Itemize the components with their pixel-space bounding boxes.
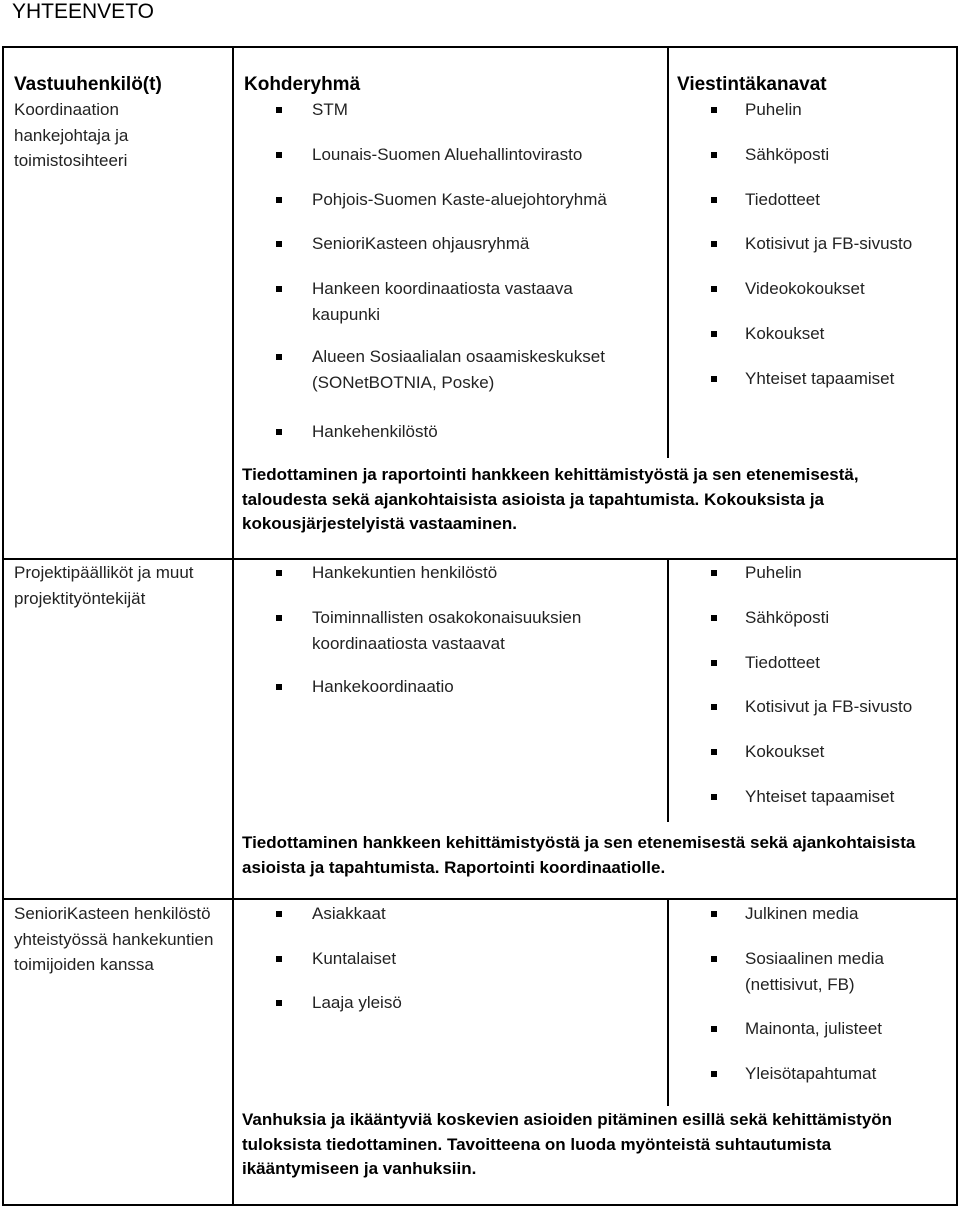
- column-divider-1: [232, 46, 234, 1206]
- channel-item: Yhteiset tapaamiset: [745, 369, 895, 388]
- bullet-icon: [711, 241, 717, 247]
- bullet-icon: [711, 615, 717, 621]
- bullet-icon: [711, 749, 717, 755]
- channel-item: Videokokoukset: [745, 279, 865, 298]
- channel-item: Puhelin: [745, 563, 802, 582]
- channel-item: Sosiaalinen media (nettisivut, FB): [745, 949, 884, 994]
- bullet-icon: [276, 570, 282, 576]
- target-item: Toiminnallisten osakokonaisuuksien koordinaatiosta vastaavat: [312, 608, 582, 653]
- column-divider-2-row1: [667, 46, 669, 458]
- table-right-border: [956, 46, 958, 1206]
- bullet-icon: [711, 956, 717, 962]
- channel-item: Kokoukset: [745, 324, 825, 343]
- bullet-icon: [711, 331, 717, 337]
- target-item: Asiakkaat: [312, 904, 386, 923]
- bullet-icon: [276, 152, 282, 158]
- target-item: Hankehenkilöstö: [312, 422, 438, 441]
- bullet-icon: [711, 911, 717, 917]
- bullet-icon: [711, 1026, 717, 1032]
- bullet-icon: [276, 286, 282, 292]
- responsible-person: SenioriKasteen henkilöstö yhteistyössä hankekuntien toimijoiden kanssa: [14, 904, 214, 974]
- bullet-icon: [276, 684, 282, 690]
- target-item: Hankekoordinaatio: [312, 677, 454, 696]
- channel-item: Yleisötapahtumat: [745, 1064, 877, 1083]
- header-channels: Viestintäkanavat: [677, 74, 827, 95]
- bullet-icon: [276, 107, 282, 113]
- table-bottom-border: [2, 1204, 958, 1206]
- channel-item: Kokoukset: [745, 742, 825, 761]
- target-item: Alueen Sosiaalialan osaamiskeskukset (SONetBOTNIA, Poske): [312, 347, 605, 392]
- bullet-icon: [711, 376, 717, 382]
- channel-item: Julkinen media: [745, 904, 859, 923]
- target-item: Kuntalaiset: [312, 949, 397, 968]
- section-summary: Tiedottaminen ja raportointi hankkeen kehittämistyöstä ja sen etenemisestä, taloudesta sekä ajankohtaisista asioista ja tapahtumista. Kokouksista ja kokousjärjestelyistä vastaaminen.: [242, 465, 859, 533]
- bullet-icon: [276, 429, 282, 435]
- target-item: SenioriKasteen ohjausryhmä: [312, 234, 530, 253]
- bullet-icon: [711, 152, 717, 158]
- bullet-icon: [711, 704, 717, 710]
- page-title: YHTEENVETO: [12, 0, 154, 23]
- bullet-icon: [711, 286, 717, 292]
- target-item: Hankekuntien henkilöstö: [312, 563, 498, 582]
- table-top-border: [2, 46, 958, 48]
- table-left-border: [2, 46, 4, 1206]
- bullet-icon: [711, 660, 717, 666]
- bullet-icon: [711, 794, 717, 800]
- bullet-icon: [276, 956, 282, 962]
- header-target-group: Kohderyhmä: [244, 74, 361, 95]
- channel-item: Puhelin: [745, 100, 802, 119]
- bullet-icon: [276, 354, 282, 360]
- channel-item: Sähköposti: [745, 608, 830, 627]
- channel-item: Sähköposti: [745, 145, 830, 164]
- channel-item: Kotisivut ja FB-sivusto: [745, 234, 913, 253]
- bullet-icon: [276, 197, 282, 203]
- bullet-icon: [276, 241, 282, 247]
- channel-item: Yhteiset tapaamiset: [745, 787, 895, 806]
- target-item: Pohjois-Suomen Kaste-aluejohtoryhmä: [312, 190, 607, 209]
- section-summary: Vanhuksia ja ikääntyviä koskevien asioiden pitäminen esillä sekä kehittämistyön tuloksista tiedottaminen. Tavoitteena on luoda myönteistä suhtautumista ikääntymiseen ja vanhuksiin.: [242, 1110, 893, 1178]
- bullet-icon: [711, 197, 717, 203]
- column-divider-2-row3: [667, 898, 669, 1106]
- column-divider-2-row2: [667, 558, 669, 822]
- channel-item: Tiedotteet: [745, 653, 820, 672]
- bullet-icon: [276, 615, 282, 621]
- target-item: Laaja yleisö: [312, 993, 402, 1012]
- row-divider-2: [2, 898, 958, 900]
- header-responsible: Vastuuhenkilö(t): [14, 74, 162, 95]
- channel-item: Tiedotteet: [745, 190, 820, 209]
- bullet-icon: [711, 570, 717, 576]
- target-item: Lounais-Suomen Aluehallintovirasto: [312, 145, 583, 164]
- bullet-icon: [711, 1071, 717, 1077]
- section-summary: Tiedottaminen hankkeen kehittämistyöstä ja sen etenemisestä sekä ajankohtaisista asioista ja tapahtumista. Raportointi koordinaatiolle.: [242, 833, 916, 877]
- channel-item: Kotisivut ja FB-sivusto: [745, 697, 913, 716]
- target-item: Hankeen koordinaatiosta vastaava kaupunki: [312, 279, 573, 324]
- bullet-icon: [276, 1000, 282, 1006]
- responsible-person: Projektipäälliköt ja muut projektityöntekijät: [14, 563, 194, 608]
- channel-item: Mainonta, julisteet: [745, 1019, 883, 1038]
- bullet-icon: [276, 911, 282, 917]
- responsible-person: Koordinaation hankejohtaja ja toimistosihteeri: [14, 100, 129, 170]
- bullet-icon: [711, 107, 717, 113]
- target-item: STM: [312, 100, 348, 119]
